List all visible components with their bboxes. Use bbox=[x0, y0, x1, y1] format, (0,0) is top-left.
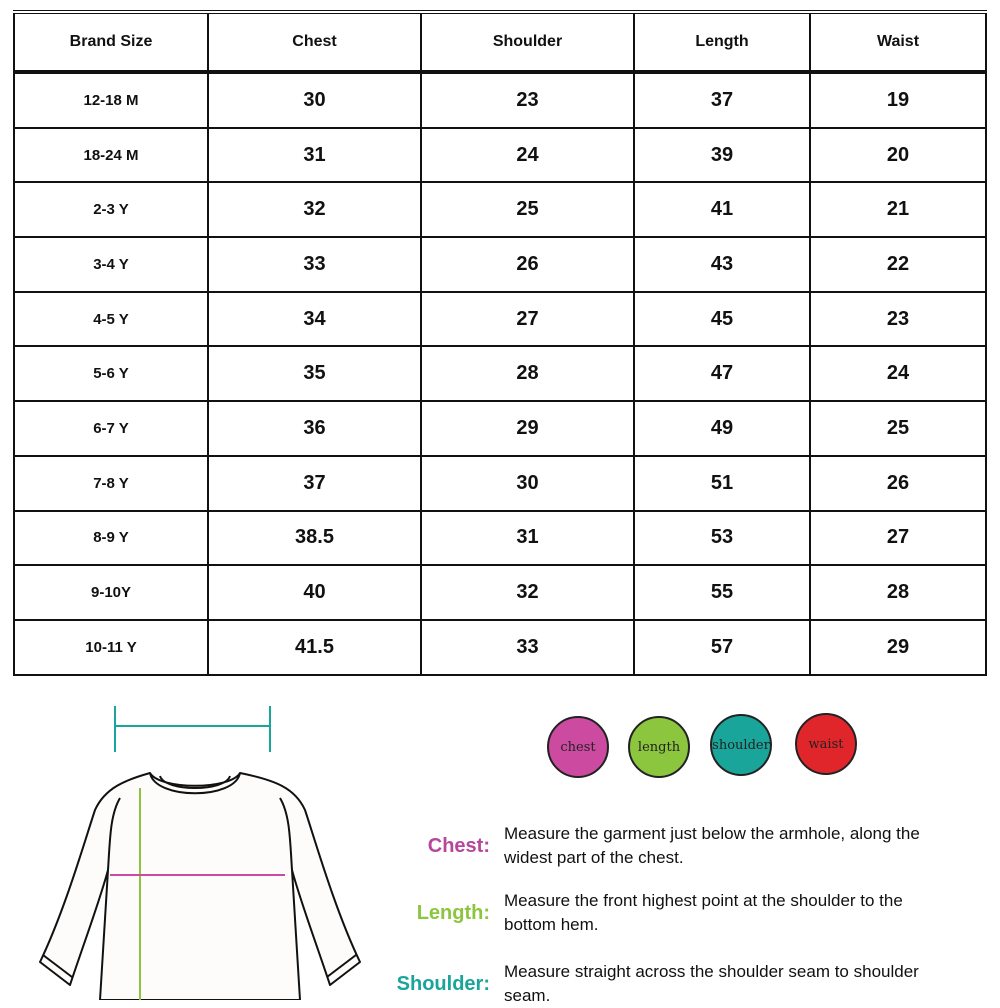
chest-measure-label: Chest: bbox=[427, 835, 490, 857]
legend-waist-label: waist bbox=[808, 736, 844, 752]
cell-shoulder: 31 bbox=[421, 511, 634, 566]
header-shoulder: Shoulder bbox=[421, 12, 634, 72]
sweatshirt-icon bbox=[40, 773, 360, 1000]
table-body bbox=[14, 72, 986, 675]
cell-shoulder: 32 bbox=[421, 565, 634, 620]
table-row bbox=[14, 565, 986, 620]
cell-size: 2-3 Y bbox=[14, 182, 208, 237]
shoulder-measure-desc: Measure straight across the shoulder seam to shoulder seam. bbox=[504, 962, 919, 1005]
cell-size: 5-6 Y bbox=[14, 346, 208, 401]
cell-length: 37 bbox=[634, 72, 810, 128]
cell-size: 18-24 M bbox=[14, 128, 208, 183]
length-measure-desc: Measure the front highest point at the shoulder to the bottom hem. bbox=[504, 891, 903, 934]
cell-shoulder: 33 bbox=[421, 620, 634, 675]
cell-chest: 40 bbox=[208, 565, 421, 620]
header-chest: Chest bbox=[208, 12, 421, 72]
cell-shoulder: 23 bbox=[421, 72, 634, 128]
cell-waist: 22 bbox=[810, 237, 986, 292]
cell-waist: 23 bbox=[810, 292, 986, 347]
cell-waist: 21 bbox=[810, 182, 986, 237]
legend-chest-label: chest bbox=[560, 739, 596, 755]
cell-chest: 32 bbox=[208, 182, 421, 237]
table-row bbox=[14, 620, 986, 675]
legend-chest-circle bbox=[547, 716, 609, 778]
table-row bbox=[14, 72, 986, 128]
cell-length: 39 bbox=[634, 128, 810, 183]
sweatshirt-diagram bbox=[30, 700, 370, 1000]
cell-length: 51 bbox=[634, 456, 810, 511]
legend-shoulder-circle bbox=[710, 714, 772, 776]
cell-size: 10-11 Y bbox=[14, 620, 208, 675]
cell-chest: 35 bbox=[208, 346, 421, 401]
cell-size: 3-4 Y bbox=[14, 237, 208, 292]
legend-shoulder-label: shoulder bbox=[712, 737, 770, 753]
cell-shoulder: 26 bbox=[421, 237, 634, 292]
table-row bbox=[14, 511, 986, 566]
cell-waist: 29 bbox=[810, 620, 986, 675]
cell-chest: 38.5 bbox=[208, 511, 421, 566]
cell-chest: 31 bbox=[208, 128, 421, 183]
cell-waist: 19 bbox=[810, 72, 986, 128]
cell-shoulder: 29 bbox=[421, 401, 634, 456]
cell-waist: 28 bbox=[810, 565, 986, 620]
header-waist: Waist bbox=[810, 12, 986, 72]
cell-shoulder: 24 bbox=[421, 128, 634, 183]
header-length: Length bbox=[634, 12, 810, 72]
cell-size: 6-7 Y bbox=[14, 401, 208, 456]
cell-length: 45 bbox=[634, 292, 810, 347]
size-chart-table bbox=[13, 10, 987, 676]
cell-waist: 26 bbox=[810, 456, 986, 511]
cell-length: 53 bbox=[634, 511, 810, 566]
shoulder-measure-label: Shoulder: bbox=[396, 973, 490, 995]
cell-length: 41 bbox=[634, 182, 810, 237]
header-brand-size: Brand Size bbox=[14, 12, 208, 72]
table-row bbox=[14, 346, 986, 401]
cell-size: 7-8 Y bbox=[14, 456, 208, 511]
table-row bbox=[14, 292, 986, 347]
cell-chest: 33 bbox=[208, 237, 421, 292]
cell-chest: 34 bbox=[208, 292, 421, 347]
cell-length: 49 bbox=[634, 401, 810, 456]
cell-length: 57 bbox=[634, 620, 810, 675]
cell-shoulder: 25 bbox=[421, 182, 634, 237]
cell-length: 47 bbox=[634, 346, 810, 401]
cell-chest: 36 bbox=[208, 401, 421, 456]
table-row bbox=[14, 128, 986, 183]
cell-chest: 41.5 bbox=[208, 620, 421, 675]
cell-waist: 25 bbox=[810, 401, 986, 456]
table-row bbox=[14, 456, 986, 511]
cell-shoulder: 30 bbox=[421, 456, 634, 511]
legend-waist-circle bbox=[795, 713, 857, 775]
cell-size: 8-9 Y bbox=[14, 511, 208, 566]
cell-chest: 37 bbox=[208, 456, 421, 511]
table-header-row bbox=[14, 12, 986, 72]
cell-size: 4-5 Y bbox=[14, 292, 208, 347]
cell-size: 9-10Y bbox=[14, 565, 208, 620]
cell-shoulder: 28 bbox=[421, 346, 634, 401]
cell-chest: 30 bbox=[208, 72, 421, 128]
shoulder-measure-line bbox=[115, 706, 270, 752]
cell-length: 43 bbox=[634, 237, 810, 292]
length-measure-label: Length: bbox=[416, 902, 490, 924]
cell-size: 12-18 M bbox=[14, 72, 208, 128]
legend-length-label: length bbox=[637, 739, 681, 755]
table-row bbox=[14, 182, 986, 237]
chest-measure-desc: Measure the garment just below the armhole, along the widest part of the chest. bbox=[504, 824, 920, 867]
cell-waist: 24 bbox=[810, 346, 986, 401]
legend-length-circle bbox=[628, 716, 690, 778]
table-row bbox=[14, 237, 986, 292]
cell-waist: 20 bbox=[810, 128, 986, 183]
cell-length: 55 bbox=[634, 565, 810, 620]
cell-waist: 27 bbox=[810, 511, 986, 566]
table-row bbox=[14, 401, 986, 456]
cell-shoulder: 27 bbox=[421, 292, 634, 347]
